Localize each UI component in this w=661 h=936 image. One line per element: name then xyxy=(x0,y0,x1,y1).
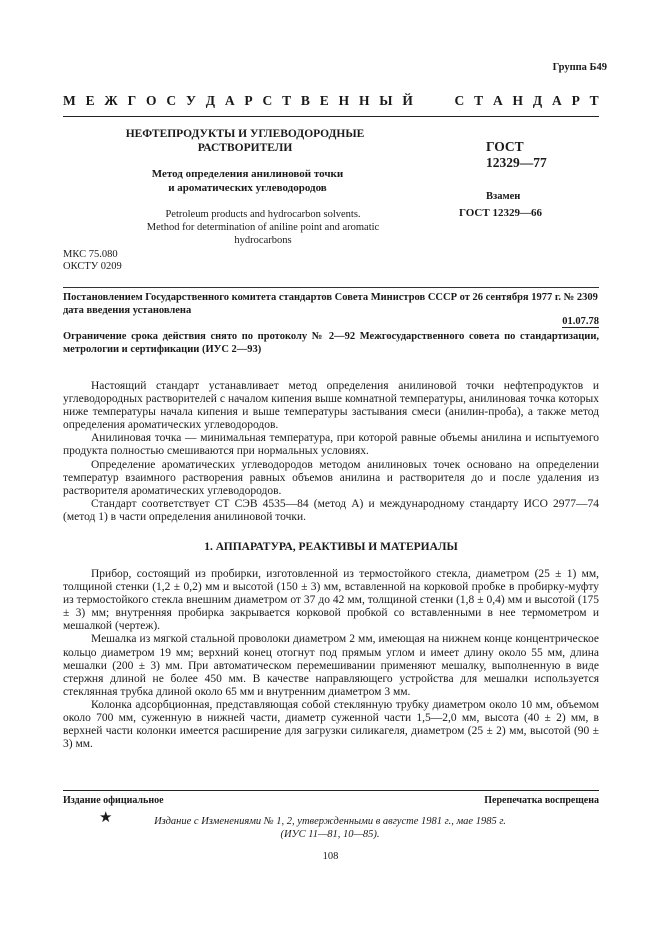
edition-note: Издание с Изменениями № 1, 2, утвержденными в августе 1981 г., мае 1985 г. (ИУС 11—81, 10—85). xyxy=(154,816,506,840)
english-title: Petroleum products and hydrocarbon solvents. Method for determination of aniline point and aromatic hydrocarbons xyxy=(146,209,380,246)
page-number: 108 xyxy=(322,851,339,862)
section-text xyxy=(63,568,599,751)
standard-banner: М Е Ж Г О С У Д А Р С Т В Е Н Н Ы Й С Т А Н Д А Р Т xyxy=(63,93,599,108)
paragraph: Прибор, состоящий из пробирки, изготовленной из термостойкого стекла, диаметром (25 ± 1) мм, толщиной стенки (1,2 ± 0,2) мм и высотой (150 ± 3) мм, вставленной на корковой пробке в пробирку-муфту из термостойкого стекла внешним диаметром от 37 до 42 мм, толщиной стенки (1,8 ± 0,4) мм и высотой (175 ± 3) мм; внутренняя пробирка закрывается корковой пробкой со вставленными в нее термометром и мешалкой (чертеж). xyxy=(63,568,599,633)
replaced-standard: ГОСТ 12329—66 xyxy=(459,207,542,219)
introduction-date: 01.07.78 xyxy=(562,316,599,327)
paragraph: Определение ароматических углеводородов методом анилиновых точек основано на определении температур взаимного растворения равных объемов анилина и растворителя до и после удаления из растворителя ароматических углеводородов. xyxy=(63,458,599,497)
group-code: Группа Б49 xyxy=(552,62,607,73)
star-icon: ★ xyxy=(99,810,113,826)
paragraph: Анилиновая точка — минимальная температура, при которой равные объемы анилина и испытуемого продукта полностью смешиваются при нормальных условиях. xyxy=(63,432,599,458)
paragraph: Стандарт соответствует СТ СЭВ 4535—84 (метод А) и международному стандарту ИСО 2977—74 (метод 1) в части определения анилиновой точки. xyxy=(63,497,599,523)
paragraph: Колонка адсорбционная, представляющая собой стеклянную трубку диаметром около 10 мм, объемом около 700 мм, суженную в нижней части, диаметр суженной части 1,5—2,0 мм, высота (40 ± 2) мм, в верхней части колонки имеется расширение для загрузки силикагеля, диаметром (25 ± 2) мм, высотой (90 ± 3) мм. xyxy=(63,698,599,751)
document-subtitle: Метод определения анилиновой точки и ароматических углеводородов xyxy=(151,168,344,194)
footer-rule xyxy=(63,790,599,791)
official-edition: Издание официальное xyxy=(63,795,164,806)
reprint-prohibited: Перепечатка воспрещена xyxy=(484,795,599,806)
section-heading: 1. АППАРАТУРА, РЕАКТИВЫ И МАТЕРИАЛЫ xyxy=(204,541,458,553)
document-title: НЕФТЕПРОДУКТЫ И УГЛЕВОДОРОДНЫЕ РАСТВОРИТЕЛИ xyxy=(125,128,365,154)
paragraph: Мешалка из мягкой стальной проволоки диаметром 2 мм, имеющая на нижнем конце концентрическое кольцо диаметром 19 мм; верхний конец отогнут под прямым углом и имеет длину около 55 мм, длина мешалки (200 ± 3) мм. При автоматическом перемешивании применяют мешалку, выполненную в виде стержня длиной не более 450 мм. В качестве направляющего устройства для мешалки используется стеклянная трубка длиной около 65 мм и внутренним диаметром 3 мм. xyxy=(63,633,599,698)
limitation-note: Ограничение срока действия снято по протоколу № 2—92 Межгосударственного совета по стандартизации, метрологии и сертификации (ИУС 2—93) xyxy=(63,331,599,355)
decree-text: Постановлением Государственного комитета стандартов Совета Министров СССР от 26 сентября 1977 г. № 2309 дата введения установлена xyxy=(63,292,598,316)
classification-codes: МКС 75.080 ОКСТУ 0209 xyxy=(63,249,122,272)
paragraph: Настоящий стандарт устанавливает метод определения анилиновой точки нефтепродуктов и углеводородных растворителей с началом кипения выше комнатной температуры, анилиновая точка которых ниже температуры начала кипения и выше температуры застывания смеси (анилин-проба), а также метод определения ароматических углеводородов. xyxy=(63,380,599,432)
replaces-label: Взамен xyxy=(486,191,521,202)
header-rule xyxy=(63,116,599,117)
intro-text xyxy=(63,380,599,524)
decree-rule xyxy=(63,287,599,288)
gost-number: ГОСТ 12329—77 xyxy=(486,139,547,170)
